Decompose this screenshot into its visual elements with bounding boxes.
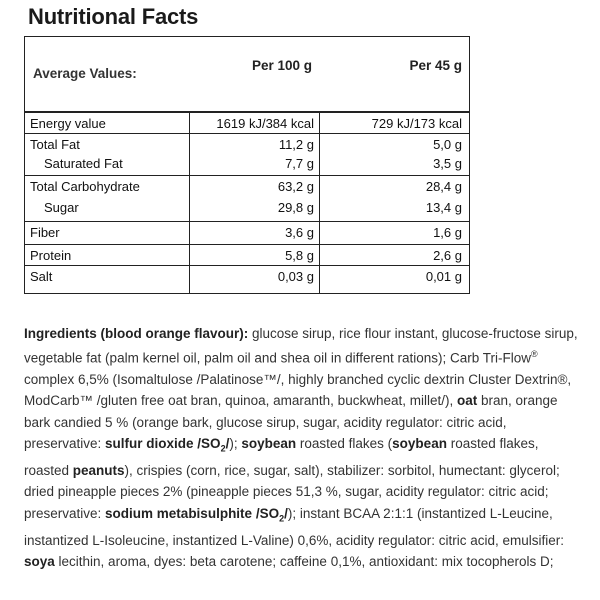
value-per-45g: 2,6 g bbox=[433, 248, 462, 263]
row-label: Energy value bbox=[30, 116, 106, 131]
value-per-45g: 729 kJ/173 kcal bbox=[371, 116, 462, 131]
table-row-energy bbox=[25, 113, 469, 133]
value-per-100g: 1619 kJ/384 kcal bbox=[216, 116, 314, 131]
row-label: Saturated Fat bbox=[44, 156, 123, 171]
value-per-100g: 5,8 g bbox=[285, 248, 314, 263]
row-label: Protein bbox=[30, 248, 72, 263]
row-label: Total Fat bbox=[30, 137, 80, 152]
ingredients-text: Ingredients (blood orange flavour): glucose sirup, rice flour instant, glucose-fructose sirup, vegetable fat (palm kernel oil, palm oil and shea oil in different rations); Carb Tri-Flow® complex 6,5% (Isomaltulose /Palatinose™/, highly branched cyclic dextrin Cluster Dextrin®, ModCarb™ /gluten free oat bran, quinoa, amaranth, buckwheat, millet/), oat bran, orange bark candied 5 % (orange bark, glucose sirup, sugar, acidity regulator: citric acid, preservative: sulfur dioxide $/SO_2/$); soybean roasted flakes (soybean roasted flakes, roasted peanuts), crispies (corn, rice, sugar, salt), stabilizer: sorbitol, humectant: glycerol; dried pineapple pieces 2% (pineapple pieces 51,3 %, sugar, acidity regulator: citric acid; preservative: sodium metabisulphite $/SO_2/$); instant BCAA 2:1:1 (instantized L-Leucine, instantized L-Isoleucine, instantized L-Valine) 0,6%, acidity regulator: citric acid, emulsifier: soya lecithin, aroma, dyes: beta carotene; caffeine 0,1%, antioxidant: mix tocopherols D; bbox=[24, 326, 578, 569]
value-per-45g: 5,0 g bbox=[433, 137, 462, 152]
ingredients-block bbox=[24, 323, 584, 572]
row-label: Fiber bbox=[30, 225, 60, 240]
page-title: Nutritional Facts bbox=[28, 4, 199, 29]
nutrition-table bbox=[24, 36, 470, 294]
value-per-100g: 7,7 g bbox=[285, 156, 314, 171]
allergen-so2: $/SO_2/$ bbox=[255, 505, 288, 524]
allergen-sodium-metabisulphite: sodium metabisulphite bbox=[105, 505, 253, 521]
table-row-total-fat bbox=[25, 133, 469, 154]
allergen-sulfur-dioxide: sulfur dioxide $/SO_2/$ bbox=[105, 435, 230, 454]
table-row-fiber bbox=[25, 221, 469, 242]
table-row-sugar bbox=[25, 197, 469, 217]
allergen-peanuts: peanuts bbox=[72, 462, 125, 478]
row-label: Salt bbox=[30, 269, 53, 284]
allergen-oat: oat bbox=[456, 393, 478, 409]
row-label: Sugar bbox=[44, 200, 79, 215]
table-row-total-carbohydrate bbox=[25, 175, 469, 196]
value-per-45g: 0,01 g bbox=[425, 269, 462, 284]
per-100g-header: Per 100 g bbox=[251, 58, 312, 73]
value-per-100g: 63,2 g bbox=[277, 179, 314, 194]
registered-mark: ® bbox=[531, 349, 538, 360]
value-per-100g: 3,6 g bbox=[285, 225, 314, 240]
average-values-label: Average Values: bbox=[33, 66, 137, 81]
value-per-100g: 0,03 g bbox=[277, 269, 314, 284]
value-per-100g: 29,8 g bbox=[277, 200, 314, 215]
table-row-salt bbox=[25, 265, 469, 286]
allergen-soya: soya bbox=[24, 553, 55, 569]
value-per-45g: 1,6 g bbox=[433, 225, 462, 240]
value-per-45g: 13,4 g bbox=[425, 200, 462, 215]
value-per-45g: 28,4 g bbox=[425, 179, 462, 194]
ingredients-heading: Ingredients (blood orange flavour): bbox=[24, 326, 249, 341]
value-per-100g: 11,2 g bbox=[278, 137, 314, 152]
allergen-soybean: soybean bbox=[241, 435, 297, 451]
table-row-protein bbox=[25, 244, 469, 265]
row-label: Total Carbohydrate bbox=[30, 179, 140, 194]
allergen-soybean: soybean bbox=[392, 435, 447, 451]
table-row-saturated-fat bbox=[25, 153, 469, 173]
value-per-45g: 3,5 g bbox=[433, 156, 462, 171]
per-45g-header: Per 45 g bbox=[409, 58, 462, 73]
